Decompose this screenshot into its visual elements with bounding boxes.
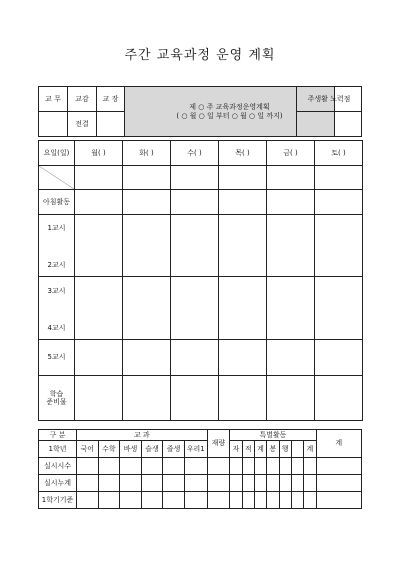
- approval-gyojang-sign[interactable]: [97, 112, 125, 137]
- hours-cell[interactable]: [304, 475, 316, 492]
- special-gye: 계: [254, 441, 266, 458]
- special-blank[interactable]: [291, 441, 303, 458]
- schedule-cell[interactable]: [219, 190, 267, 215]
- day-header-label: 요일(일): [39, 141, 75, 166]
- hours-cell[interactable]: [291, 458, 303, 475]
- prep-cell[interactable]: [171, 376, 219, 421]
- grade-label: 1학년: [39, 441, 77, 458]
- prep-label: [39, 376, 75, 421]
- schedule-cell[interactable]: [315, 277, 363, 340]
- approval-gyogam-label: 교감: [68, 87, 97, 112]
- focus-table: [296, 86, 362, 137]
- hours-cell[interactable]: [279, 458, 291, 475]
- prep-cell[interactable]: [75, 376, 123, 421]
- weekly-schedule-table: [38, 140, 363, 421]
- day-mon: 월( ): [75, 141, 123, 166]
- approval-gyomu-sign[interactable]: [39, 112, 68, 137]
- plan-week-line: 제 ○ 주 교육과정운영계획: [189, 103, 270, 112]
- date-cell[interactable]: [267, 166, 315, 190]
- special-activity-label: 특별활동: [230, 430, 316, 441]
- hours-cell[interactable]: [291, 492, 303, 509]
- hours-cell[interactable]: [141, 475, 163, 492]
- hours-cell[interactable]: [316, 492, 361, 509]
- schedule-cell[interactable]: [123, 340, 171, 376]
- hours-cell[interactable]: [242, 458, 254, 475]
- plan-date-range-line: ( ○ 월 ○ 일 부터 ○ 월 ○ 일 까지): [176, 111, 283, 120]
- hours-cell[interactable]: [242, 492, 254, 509]
- hours-summary-table: [38, 429, 362, 509]
- hours-cell[interactable]: [207, 475, 230, 492]
- day-thu: 목( ): [219, 141, 267, 166]
- hours-cell[interactable]: [291, 475, 303, 492]
- hours-cell[interactable]: [279, 492, 291, 509]
- row-label-semester-standard: 1학기기준: [39, 492, 77, 509]
- day-sat: 토( ): [315, 141, 363, 166]
- day-wed: 수( ): [171, 141, 219, 166]
- period-5-label: 5교시: [39, 340, 75, 376]
- special-total: 계: [304, 441, 316, 458]
- hours-cell[interactable]: [120, 492, 142, 509]
- schedule-cell[interactable]: [267, 190, 315, 215]
- total-label: 계: [316, 430, 361, 458]
- special-jeok: 적: [242, 441, 254, 458]
- hours-cell[interactable]: [184, 475, 207, 492]
- hours-cell[interactable]: [184, 492, 207, 509]
- schedule-cell[interactable]: [123, 190, 171, 215]
- period-4-label: 4교시: [47, 324, 66, 333]
- hours-cell[interactable]: [304, 458, 316, 475]
- hours-cell[interactable]: [254, 492, 266, 509]
- hours-cell[interactable]: [120, 458, 142, 475]
- subjects-group-label: 교 과: [77, 430, 208, 441]
- subject-math: 수학: [98, 441, 120, 458]
- hours-cell[interactable]: [230, 475, 242, 492]
- hours-cell[interactable]: [267, 492, 279, 509]
- hours-cell[interactable]: [254, 475, 266, 492]
- prep-cell[interactable]: [267, 376, 315, 421]
- schedule-cell[interactable]: [75, 215, 123, 277]
- approval-gyomu-label: 교 무: [39, 87, 68, 112]
- hours-cell[interactable]: [207, 492, 230, 509]
- hours-cell[interactable]: [316, 458, 361, 475]
- approval-jeongyeol-label: 전결: [68, 112, 97, 137]
- special-ja: 자: [230, 441, 242, 458]
- date-cell[interactable]: [123, 166, 171, 190]
- discretionary-label: 재량: [207, 430, 230, 458]
- subject-korean: 국어: [77, 441, 99, 458]
- prep-cell[interactable]: [219, 376, 267, 421]
- hours-cell[interactable]: [98, 458, 120, 475]
- hours-cell[interactable]: [120, 475, 142, 492]
- page-title: 주간 교육과정 운영 계획: [124, 48, 276, 63]
- period-1-2-label: [39, 215, 75, 277]
- row-label-cumulative: 실시누계: [39, 475, 77, 492]
- period-3-label: 3교시: [47, 287, 66, 295]
- diagonal-line: [39, 166, 74, 189]
- morning-activity-label: 아침활동: [39, 190, 75, 215]
- hours-cell[interactable]: [279, 475, 291, 492]
- schedule-cell[interactable]: [75, 277, 123, 340]
- prep-cell[interactable]: [315, 376, 363, 421]
- period-2-label: 2교시: [47, 261, 66, 270]
- schedule-cell[interactable]: [219, 340, 267, 376]
- special-bong: 봉: [267, 441, 279, 458]
- subject-seulgi: 슬생: [141, 441, 163, 458]
- schedule-cell[interactable]: [171, 340, 219, 376]
- subject-jeulgeoun: 즐생: [163, 441, 185, 458]
- prep-label-line1: 학습: [49, 389, 64, 398]
- schedule-cell[interactable]: [123, 277, 171, 340]
- hours-cell[interactable]: [230, 492, 242, 509]
- hours-cell[interactable]: [254, 458, 266, 475]
- schedule-cell[interactable]: [171, 190, 219, 215]
- period-1-label: 1교시: [47, 224, 66, 232]
- approval-gyojang-label: 교 장: [97, 87, 125, 112]
- schedule-cell[interactable]: [315, 340, 363, 376]
- hours-cell[interactable]: [77, 492, 99, 509]
- prep-cell[interactable]: [123, 376, 171, 421]
- schedule-cell[interactable]: [267, 340, 315, 376]
- row-label-conducted: 실시시수: [39, 458, 77, 475]
- schedule-cell[interactable]: [315, 215, 363, 277]
- hours-cell[interactable]: [184, 458, 207, 475]
- hours-cell[interactable]: [141, 458, 163, 475]
- hours-cell[interactable]: [77, 458, 99, 475]
- hours-cell[interactable]: [77, 475, 99, 492]
- gubun-label: 구 분: [39, 430, 77, 441]
- hours-cell[interactable]: [316, 475, 361, 492]
- hours-cell[interactable]: [242, 475, 254, 492]
- schedule-cell[interactable]: [315, 190, 363, 215]
- hours-cell[interactable]: [163, 475, 185, 492]
- schedule-cell[interactable]: [219, 277, 267, 340]
- date-cell[interactable]: [75, 166, 123, 190]
- schedule-cell[interactable]: [267, 215, 315, 277]
- hours-cell[interactable]: [207, 458, 230, 475]
- hours-cell[interactable]: [98, 475, 120, 492]
- hours-cell[interactable]: [163, 492, 185, 509]
- special-haeng: 행: [279, 441, 291, 458]
- day-tue: 화( ): [123, 141, 171, 166]
- subject-uri: 우리1: [184, 441, 207, 458]
- day-fri: 금( ): [267, 141, 315, 166]
- hours-cell[interactable]: [163, 458, 185, 475]
- schedule-cell[interactable]: [267, 277, 315, 340]
- schedule-cell[interactable]: [75, 190, 123, 215]
- hours-cell[interactable]: [98, 492, 120, 509]
- schedule-cell[interactable]: [219, 215, 267, 277]
- period-3-4-label: [39, 277, 75, 340]
- schedule-cell[interactable]: [123, 215, 171, 277]
- diagonal-cell: [39, 166, 75, 190]
- hours-cell[interactable]: [230, 458, 242, 475]
- schedule-cell[interactable]: [75, 340, 123, 376]
- date-cell[interactable]: [315, 166, 363, 190]
- subject-barun: 바생: [120, 441, 142, 458]
- hours-cell[interactable]: [267, 475, 279, 492]
- hours-cell[interactable]: [267, 458, 279, 475]
- schedule-cell[interactable]: [171, 215, 219, 277]
- focus-label: 주생활 노력점: [297, 87, 362, 112]
- prep-label-line2: 준비물: [46, 398, 67, 406]
- focus-content[interactable]: [297, 112, 362, 137]
- hours-cell[interactable]: [141, 492, 163, 509]
- schedule-cell[interactable]: [171, 277, 219, 340]
- date-cell[interactable]: [219, 166, 267, 190]
- hours-cell[interactable]: [304, 492, 316, 509]
- date-cell[interactable]: [171, 166, 219, 190]
